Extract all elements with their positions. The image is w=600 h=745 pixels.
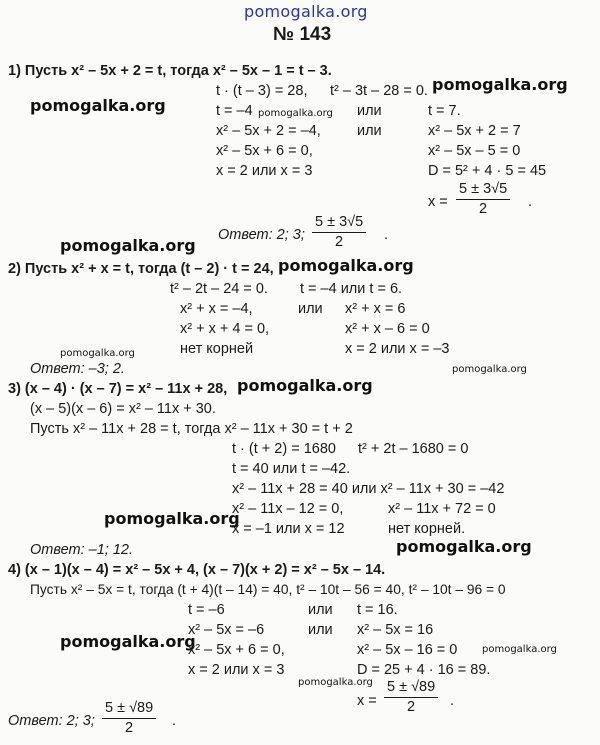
fraction-denominator: 2 bbox=[335, 234, 344, 250]
fraction-denominator: 2 bbox=[125, 720, 134, 736]
task1-line6a: x = 2 или x = 3 bbox=[216, 163, 313, 179]
task1-line1: 1) Пусть x² – 5x + 2 = t, тогда x² – 5x – 1 = t – 3. bbox=[8, 63, 332, 79]
task1-line3b: или bbox=[357, 103, 382, 119]
fraction-numerator: 5 ± 3√5 bbox=[312, 214, 366, 233]
task4-dot: . bbox=[450, 693, 455, 709]
watermark: pomogalka.org bbox=[258, 108, 333, 119]
task4-line3c: t = 16. bbox=[357, 602, 398, 618]
task3-line4b: t² + 2t – 1680 = 0 bbox=[358, 441, 469, 457]
task4-line3a: t = –6 bbox=[188, 602, 225, 618]
task1-line3a: t = –4 bbox=[216, 103, 253, 119]
task1-answer-fraction bbox=[312, 214, 366, 251]
fraction-numerator: 5 ± √89 bbox=[102, 700, 156, 719]
task4-line1: 4) (x – 1)(x – 4) = x² – 5x + 4, (x – 7)(x + 2) = x² – 5x – 14. bbox=[8, 562, 386, 578]
task2-line2b: t = –4 или t = 6. bbox=[300, 281, 403, 297]
task3-line8b: нет корней. bbox=[388, 521, 466, 537]
watermark-top: pomogalka.org bbox=[244, 2, 368, 21]
task2-answer: Ответ: –3; 2. bbox=[30, 361, 125, 377]
task4-root-fraction bbox=[384, 679, 438, 716]
task4-line6a: x = 2 или x = 3 bbox=[188, 662, 285, 678]
task3-line3: Пусть x² – 11x + 28 = t, тогда x² – 11x + 30 = t + 2 bbox=[30, 421, 353, 437]
task2-line3a: x² + x = –4, bbox=[180, 301, 253, 317]
watermark: pomogalka.org bbox=[452, 364, 527, 375]
watermark: pomogalka.org bbox=[482, 644, 557, 655]
task1-line4b: или bbox=[357, 123, 382, 139]
watermark: pomogalka.org bbox=[237, 376, 373, 395]
task2-line5a: нет корней bbox=[180, 341, 254, 357]
task2-line3b: или bbox=[298, 301, 323, 317]
watermark: pomogalka.org bbox=[278, 256, 414, 275]
task1-dot: . bbox=[528, 194, 533, 210]
fraction-numerator: 5 ± √89 bbox=[384, 679, 438, 698]
task1-root-fraction bbox=[456, 181, 510, 218]
task2-line2a: t² – 2t – 24 = 0. bbox=[170, 281, 268, 297]
task2-line1: 2) Пусть x² + x = t, тогда (t – 2) · t = 24, bbox=[8, 261, 274, 277]
task3-line1: 3) (x – 4) · (x – 7) = x² – 11x + 28, bbox=[8, 381, 228, 397]
task1-line2b: t² – 3t – 28 = 0. bbox=[330, 83, 428, 99]
task1-line6b: D = 5² + 4 · 5 = 45 bbox=[428, 163, 547, 179]
fraction-denominator: 2 bbox=[479, 201, 488, 217]
task1-line2a: t · (t – 3) = 28, bbox=[216, 83, 308, 99]
task4-line4c: x² – 5x = 16 bbox=[357, 622, 434, 638]
task3-line7b: x² – 11x + 72 = 0 bbox=[388, 501, 496, 517]
watermark: pomogalka.org bbox=[396, 537, 532, 556]
task4-answer-label: Ответ: 2; 3; bbox=[8, 713, 95, 729]
fraction-numerator: 5 ± 3√5 bbox=[456, 181, 510, 200]
watermark: pomogalka.org bbox=[298, 677, 373, 688]
task4-line5a: x² – 5x + 6 = 0, bbox=[188, 642, 285, 658]
task4-answer-fraction bbox=[102, 700, 156, 737]
task4-line5b: x² – 5x – 16 = 0 bbox=[357, 642, 458, 658]
task3-line6: x² – 11x + 28 = 40 или x² – 11x + 30 = –42 bbox=[232, 481, 505, 497]
task4-line4a: x² – 5x = –6 bbox=[188, 622, 265, 638]
watermark: pomogalka.org bbox=[30, 96, 166, 115]
watermark: pomogalka.org bbox=[60, 632, 196, 651]
task1-line5b: x² – 5x – 5 = 0 bbox=[428, 143, 521, 159]
problem-title: № 143 bbox=[273, 24, 332, 45]
task2-line3c: x² + x = 6 bbox=[345, 301, 406, 317]
task3-line7a: x² – 11x – 12 = 0, bbox=[232, 501, 344, 517]
watermark: pomogalka.org bbox=[60, 348, 135, 359]
task3-line2: (x – 5)(x – 6) = x² – 11x + 30. bbox=[30, 401, 216, 417]
task4-line6b: D = 25 + 4 · 16 = 89. bbox=[357, 662, 491, 678]
task2-line4a: x² + x + 4 = 0, bbox=[180, 321, 270, 337]
watermark: pomogalka.org bbox=[432, 75, 568, 94]
task3-answer: Ответ: –1; 12. bbox=[30, 542, 133, 558]
task3-line5: t = 40 или t = –42. bbox=[232, 461, 351, 477]
task1-answer-dot: . bbox=[384, 227, 389, 243]
task3-line4a: t · (t + 2) = 1680 bbox=[232, 441, 336, 457]
watermark: pomogalka.org bbox=[60, 236, 196, 255]
fraction-denominator: 2 bbox=[407, 699, 416, 715]
task4-line3b: или bbox=[308, 602, 333, 618]
task2-line4b: x² + x – 6 = 0 bbox=[345, 321, 430, 337]
task3-line8a: x = –1 или x = 12 bbox=[232, 521, 345, 537]
task1-line4a: x² – 5x + 2 = –4, bbox=[216, 123, 321, 139]
task4-line4b: или bbox=[308, 622, 333, 638]
task4-x-equals: x = bbox=[357, 693, 377, 709]
task1-line4c: x² – 5x + 2 = 7 bbox=[428, 123, 521, 139]
task1-answer-label: Ответ: 2; 3; bbox=[218, 227, 305, 243]
task2-line5b: x = 2 или x = –3 bbox=[345, 341, 450, 357]
task4-answer-dot: . bbox=[172, 713, 177, 729]
watermark: pomogalka.org bbox=[104, 509, 240, 528]
task1-line5a: x² – 5x + 6 = 0, bbox=[216, 143, 313, 159]
task1-x-equals: x = bbox=[428, 194, 448, 210]
task4-line2: Пусть x² – 5x = t, тогда (t + 4)(t – 14) = 40, t² – 10t – 56 = 40, t² – 10t – 96 = 0 bbox=[30, 582, 506, 597]
task1-line3c: t = 7. bbox=[428, 103, 461, 119]
